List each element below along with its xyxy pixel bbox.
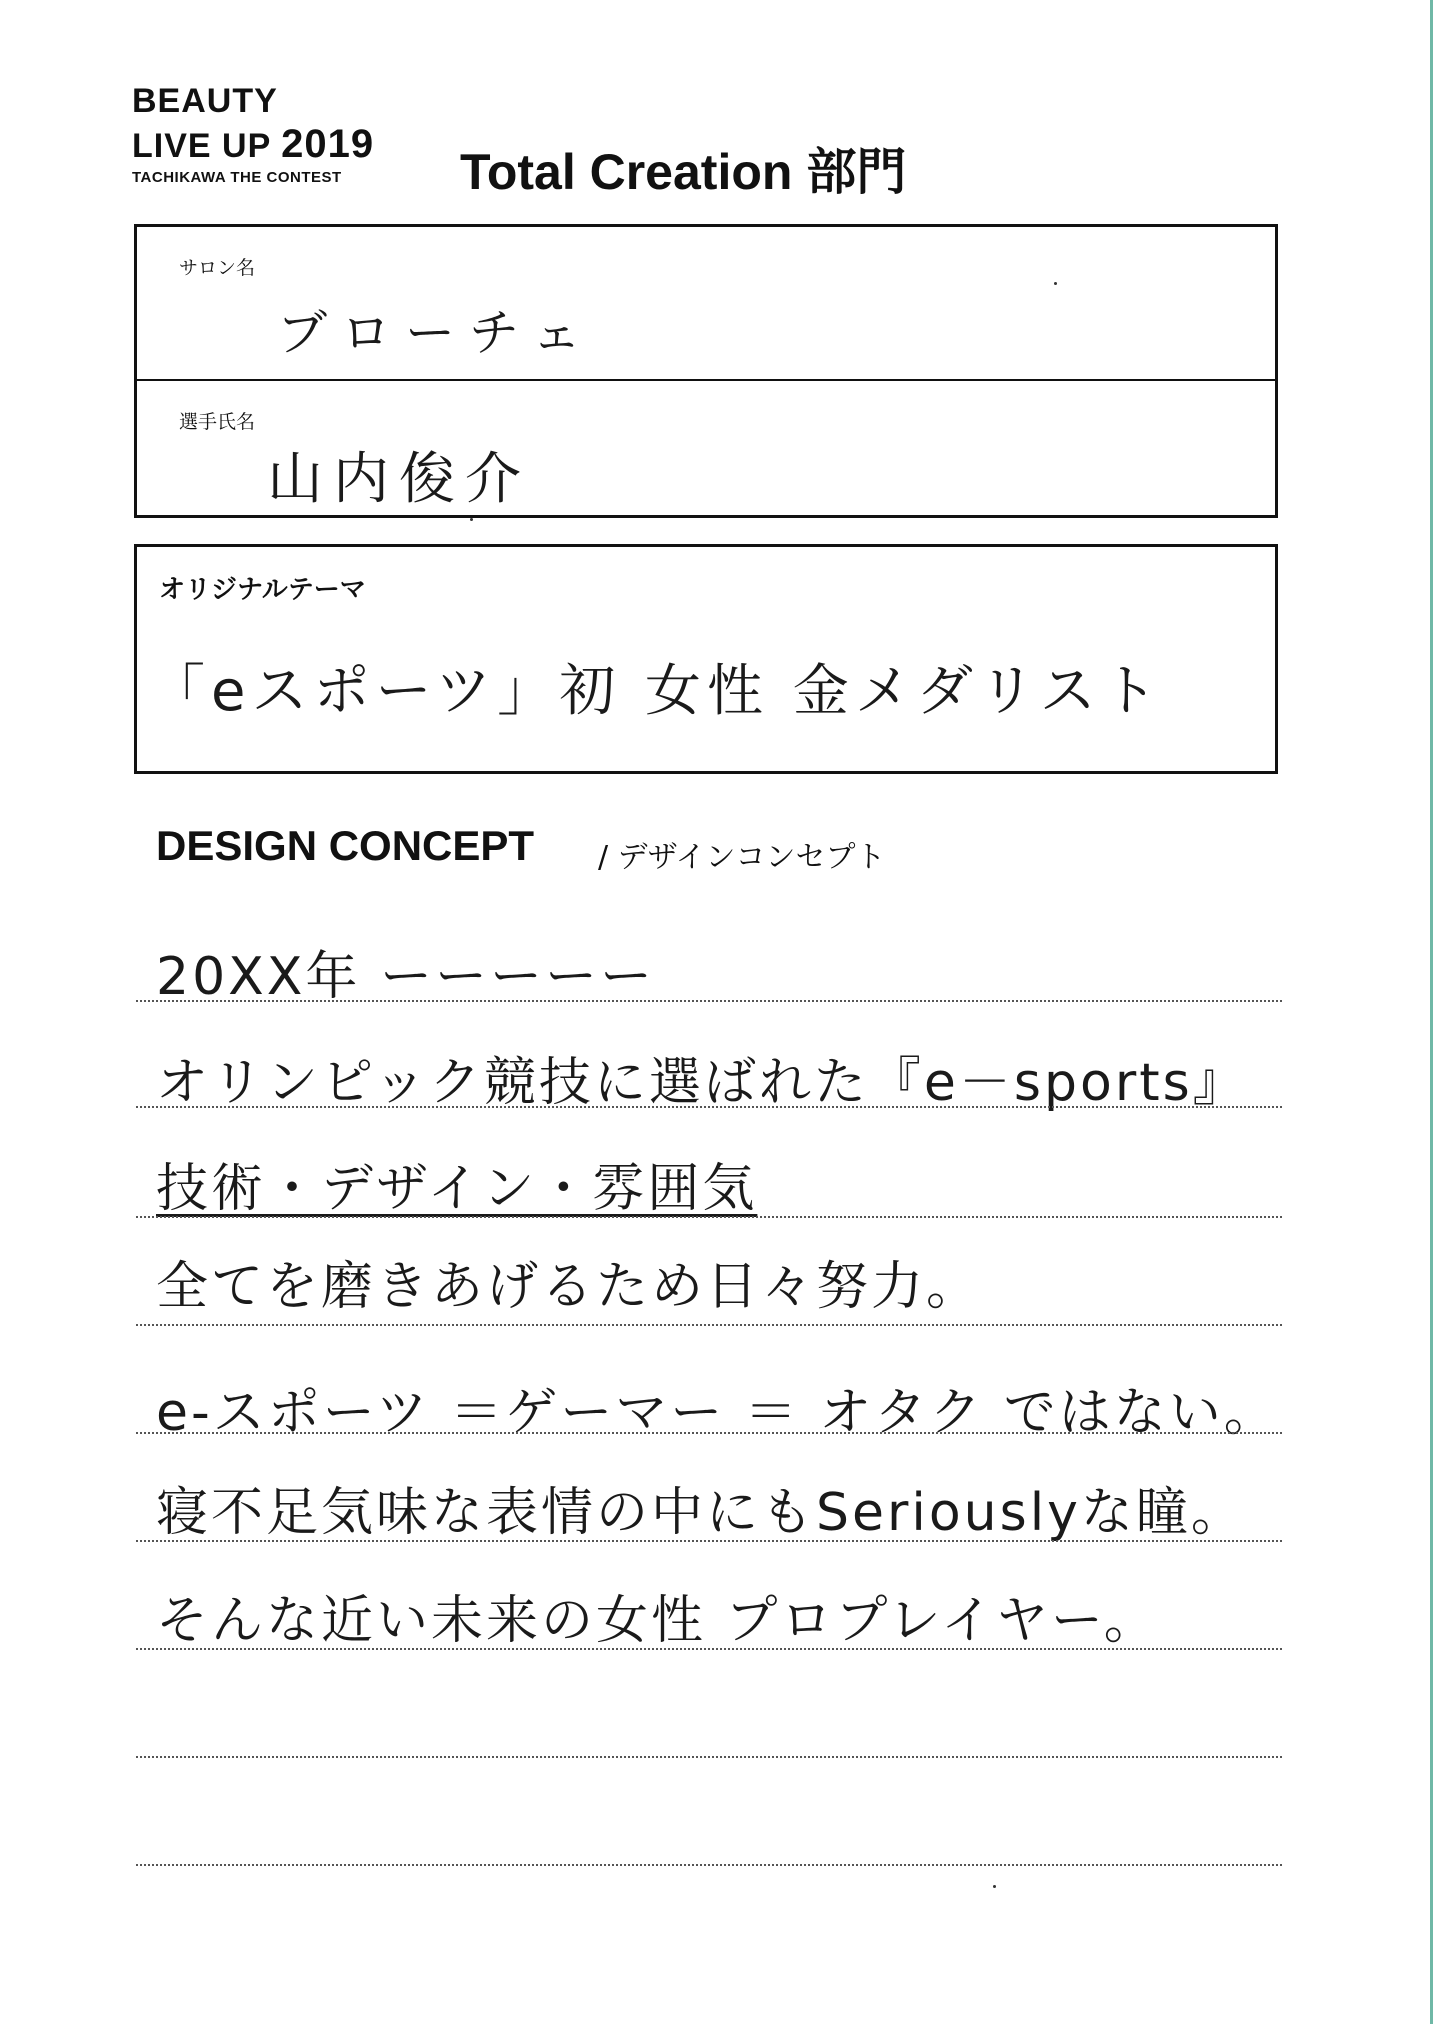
- dotted-rule: [136, 1000, 1282, 1002]
- section-title: Total Creation 部門: [460, 144, 907, 200]
- salon-name-label: サロン名: [179, 257, 256, 279]
- concept-line: そんな近い未来の女性 プロプレイヤー。: [156, 1591, 1159, 1651]
- design-concept-subtitle: / デザインコンセプト: [598, 840, 886, 875]
- concept-line-underlined: 技術・デザイン・雰囲気: [156, 1159, 758, 1219]
- logo-beauty: BEAUTY: [132, 82, 278, 120]
- contest-logo: [132, 84, 374, 185]
- concept-line: 全てを磨きあげるため日々努力。: [156, 1257, 982, 1317]
- entry-info-box: [134, 224, 1278, 518]
- scan-speck: [470, 518, 473, 521]
- theme-value: 「eスポーツ」初 女性 金メダリスト: [149, 659, 1164, 724]
- logo-live-up-text: LIVE UP: [132, 127, 282, 165]
- concept-line: オリンピック競技に選ばれた『e－sports』: [156, 1053, 1248, 1113]
- dotted-rule: [136, 1756, 1282, 1758]
- dotted-rule: [136, 1540, 1282, 1542]
- player-name-value: 山内俊介: [267, 447, 531, 512]
- dotted-rule: [136, 1864, 1282, 1866]
- box-divider: [137, 379, 1275, 381]
- scan-speck: [1054, 282, 1057, 285]
- dotted-rule: [136, 1648, 1282, 1650]
- scan-speck: [993, 1885, 996, 1888]
- dotted-rule: [136, 1106, 1282, 1108]
- logo-live-up: [132, 124, 374, 164]
- concept-line: e-スポーツ ＝ゲーマー ＝ オタク ではない。: [156, 1383, 1279, 1443]
- logo-year: 2019: [281, 122, 375, 166]
- concept-line: 20XX年 ーーーーー: [156, 947, 655, 1007]
- dotted-rule: [136, 1324, 1282, 1326]
- theme-box: [134, 544, 1278, 774]
- player-name-label: 選手氏名: [179, 411, 256, 433]
- salon-name-value: ブローチェ: [277, 304, 596, 362]
- dotted-rule: [136, 1432, 1282, 1434]
- dotted-rule: [136, 1216, 1282, 1218]
- concept-line: 寝不足気味な表情の中にもSeriouslyな瞳。: [156, 1483, 1246, 1543]
- design-concept-title: DESIGN CONCEPT: [156, 822, 535, 869]
- logo-subtitle: TACHIKAWA THE CONTEST: [132, 169, 342, 186]
- theme-label: オリジナルテーマ: [159, 575, 366, 605]
